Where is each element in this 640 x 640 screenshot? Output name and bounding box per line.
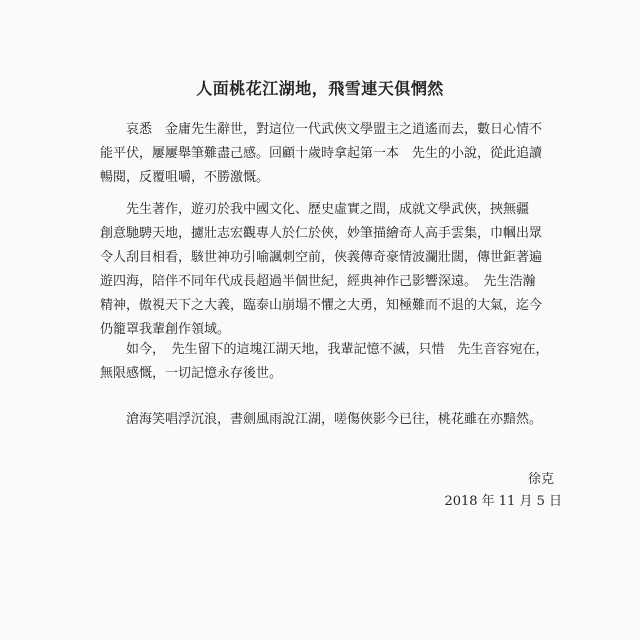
- paragraph-line: 哀悉 金庸先生辭世，對這位一代武俠文學盟主之逍遙而去，數日心情不: [100, 122, 543, 137]
- paragraph-line: 遊四海，陪伴不同年代成長超過半個世紀，經典神作己影響深遠。 先生浩瀚: [100, 274, 536, 289]
- signature-date: 2018 年 11 月 5 日: [444, 494, 562, 509]
- author-signature: 徐克: [527, 472, 554, 487]
- paragraph-3: [100, 338, 578, 386]
- paragraph-line: 創意馳騁天地，攄壯志宏觀專人於仁於俠，妙筆描繪奇人高手雲集，巾幗出眾: [100, 226, 543, 241]
- paragraph-line: 能平伏，屢屢舉筆難盡己感。回顧十歲時拿起第一本 先生的小說，從此追讀: [100, 146, 543, 161]
- paragraph-line: 先生著作，遊刃於我中國文化、歷史虛實之間，成就文學武俠，挾無疆: [100, 202, 530, 217]
- document-title: 人面桃花江湖地，飛雪連天俱惘然: [196, 79, 444, 98]
- paragraph-line: 無限感慨，一切記憶永存後世。: [100, 366, 283, 381]
- paragraph-line: 如今， 先生留下的這塊江湖天地，我輩記憶不滅，只惜 先生音容宛在，: [100, 342, 549, 357]
- paragraph-1: [100, 118, 578, 190]
- paragraph-4: [100, 408, 578, 432]
- paragraph-2: [100, 198, 578, 342]
- paragraph-line: 暢閱，反覆咀嚼，不勝激慨。: [100, 170, 270, 185]
- paragraph-line: 令人刮目相看，駭世神功引喻諷刺空前，俠義傳奇豪情波瀾壯闊，傳世鉅著遍: [100, 250, 543, 265]
- paragraph-line: 滄海笑唱浮沉浪，書劍風雨說江湖，嗟傷俠影今已往，桃花雖在亦黯然。: [100, 412, 543, 427]
- paragraph-line: 仍籠罩我輩創作領域。: [100, 322, 231, 337]
- paragraph-line: 精神，傲視天下之大義，臨泰山崩塌不懼之大勇，知極難而不退的大氣，迄今: [100, 298, 543, 313]
